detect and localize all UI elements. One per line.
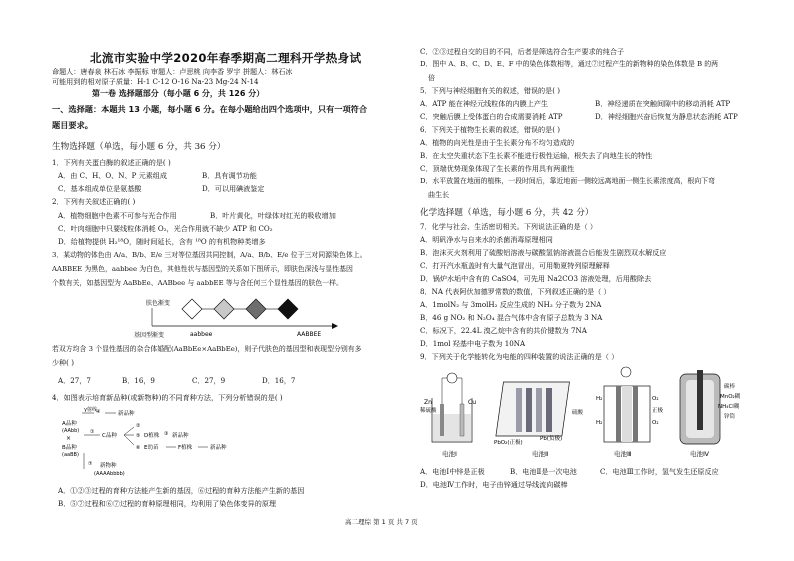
node-b-strain: B品种 — [62, 445, 77, 451]
q3-option-b: B．16，9 — [122, 376, 155, 385]
plate-2 — [526, 388, 532, 432]
battery-3-figure — [596, 367, 664, 458]
q3-line-3: 个数有关，如基因型为 AaBbEe、AABbee 与 aabbEE 等与含任何三个显性基因的肤色一样。 — [52, 279, 343, 287]
label-pbo2: PbO₂(正极) — [494, 440, 523, 446]
q7-option-a: A．明矾净水与自来水的杀菌消毒原理相同 — [420, 235, 553, 244]
chemistry-heading: 化学选择题（单选，每小题 6 分，共 42 分） — [420, 208, 594, 218]
q6-option-d-line-1: D．水平放置在地面的植株，一段时间后，靠近地面一侧较远离地面一侧生长素浓度高，根向下弯 — [420, 177, 715, 185]
step-2: ② — [136, 423, 141, 429]
new-variety-bottom: 新品种 — [210, 445, 227, 451]
q6-option-a: A．植物的向光性是由于生长素分布不均匀造成的 — [420, 138, 575, 147]
q7-option-c: C．打开汽水瓶盖时有大量气泡冒出，可用勒夏特列原理解释 — [420, 261, 610, 270]
q5-option-c: C．突触后膜上受体蛋白的合成需要消耗 ATP — [420, 112, 563, 121]
label-o2-right-2: O₂ — [652, 420, 659, 426]
label-nh4cl: NH₄Cl糊 — [718, 404, 740, 410]
label-battery-2: 电池Ⅱ — [532, 450, 549, 458]
node-d-plant: D植株 — [144, 433, 160, 439]
q3-option-d: D．16，7 — [262, 376, 296, 385]
diamond-light-grey — [214, 299, 234, 319]
q1-option-b: B．具有调节功能 — [202, 171, 257, 180]
plate-3 — [536, 388, 542, 432]
electrolyte — [433, 414, 471, 441]
q4-option-b: B．⑤⑦过程和⑥⑦过程的育种原理相同，均利用了染色体变异的原理 — [58, 499, 277, 508]
q4-option-a: A．①②③过程的育种方法能产生新的基因，⑥过程的育种方法能产生新的基因 — [58, 486, 305, 495]
q4-option-d-line-2: 倍 — [428, 73, 436, 82]
label-dilute-acid: 稀硫酸 — [420, 408, 437, 414]
skin-color-gradient-figure — [92, 293, 372, 343]
q7-option-d: D．锅炉水垢中含有的 CaSO4，可先用 Na2CO3 溶液处理，后用酸除去 — [420, 274, 652, 283]
q3-line-1: 3．某动物的体色由 A/a、B/b、E/e 三对等位基因共同控制，A/a、B/b、E/e 位于三对同源染色体上。 — [52, 251, 367, 259]
q4-option-d-line-1: D．图中 A、B、C、D、E、F 中的染色体数相等，通过⑦过程产生的新物种的染色体数是 B 的两 — [420, 60, 719, 68]
copper-plate — [460, 404, 464, 436]
arrow-c-up — [124, 427, 134, 435]
electrode-left — [616, 386, 621, 442]
q5-option-b: B．神经递质在突触间隙中的移动消耗 ATP — [595, 99, 731, 108]
node-a-genotype: (AAbb) — [62, 428, 80, 434]
q2-option-d: D．给植物提供 H₂¹⁸O，随时间延长，含有 ¹⁸O 的有机物种类增多 — [58, 237, 266, 246]
volume-heading: 第一卷 选择题部分（每小题 6 分，共 126 分） — [92, 89, 265, 98]
label-h2-left: H₂ — [596, 396, 603, 402]
q1-option-c: C．基本组成单位是氨基酸 — [58, 184, 142, 193]
instruction-line-2: 题目要求。 — [52, 120, 93, 130]
q4-option-c: C．②③过程自交的目的不同，后者是筛选符合生产要求的纯合子 — [420, 47, 625, 56]
q1-option-d: D．可以用碘液鉴定 — [202, 184, 265, 193]
label-battery-4: 电池Ⅳ — [690, 450, 709, 458]
arrow-c-down — [124, 435, 134, 445]
node-f-plant: F植株 — [178, 445, 193, 451]
diamond-white — [182, 299, 202, 319]
q6-option-b: B．在太空失重状态下生长素不能进行极性运输，根失去了向地生长的特性 — [420, 151, 653, 160]
step-7: ⑦ — [88, 461, 93, 467]
exam-title: 北流市实验中学2020年春季期高二理科开学热身试 — [90, 51, 362, 65]
step-6: ⑥ — [136, 445, 141, 451]
label-mno2: MnO₂糊 — [720, 394, 741, 400]
label-cu: Cu — [468, 399, 476, 406]
fig-label-genotype-gradient: 基因型渐变 — [134, 332, 165, 339]
q9-option-c: C．电池Ⅲ工作时，氢气发生还原反应 — [600, 467, 719, 476]
node-b-genotype: (aaBB) — [62, 452, 79, 458]
new-variety-top: 新品种 — [118, 411, 135, 417]
new-species: 新物种 — [100, 463, 117, 469]
new-species-genotype: (AAAAbbbb) — [94, 471, 125, 477]
bulb-icon — [447, 373, 457, 383]
q2-stem: 2．下列有关叙述正确的( ) — [52, 197, 136, 206]
instruction-line-1: 一、选择题：本题共 13 小题，每小题 6 分。在每小题给出四个选项中，只有一项符合 — [52, 104, 368, 114]
q9-option-b: B．电池Ⅱ是一次电池 — [510, 467, 577, 476]
label-h2-left-2: H₂ — [596, 420, 603, 426]
label-zn: Zn — [424, 399, 432, 406]
q8-option-b: B．46 g NO₂ 和 N₂O₄ 混合气体中含有原子总数为 3 NA — [420, 313, 603, 322]
battery-2-figure — [494, 382, 584, 458]
q9-option-d: D．电池Ⅳ工作时，电子由锌通过导线流向碳棒 — [420, 480, 568, 489]
step-4: ④ — [96, 409, 101, 415]
label-battery-1: 电池Ⅰ — [442, 450, 457, 458]
q3-line-4: 若双方均含 3 个显性基因的杂合体婚配(AaBbEe×AaBbEe)，则子代肤色的基因型和表现型分别有多 — [52, 345, 362, 353]
new-variety-mid: 新品种 — [172, 433, 189, 439]
q6-stem: 6．下列关于植物生长素的叙述，错误的是( ) — [420, 125, 560, 134]
q8-option-d: D．1mol 羟基中电子数为 10NA — [420, 339, 526, 348]
q8-stem: 8．NA 代表阿伏加德罗常数的数值，下列叙述正确的是（ ） — [420, 287, 611, 296]
fig-label-AABBEE: AABBEE — [297, 331, 322, 338]
plate-4 — [546, 388, 552, 432]
q8-option-a: A．1molN₂ 与 3molH₂ 反应生成的 NH₃ 分子数为 2NA — [420, 300, 602, 309]
q5-option-d: D．神经细胞兴奋后恢复为静息状态消耗 ATP — [595, 112, 738, 121]
battery-4-figure — [680, 370, 741, 458]
q6-option-c: C．顶端优势现象体现了生长素的作用具有两重性 — [420, 164, 575, 173]
node-a-strain: A品种 — [62, 421, 77, 427]
label-o2-right: O₂ — [652, 396, 659, 402]
label-battery-3: 电池Ⅲ — [614, 450, 632, 458]
plate-1 — [516, 388, 522, 432]
q2-option-c: C．叶肉细胞中只要线粒体消耗 O₂，光合作用就不缺少 ATP 和 CO₂ — [58, 224, 273, 233]
q8-option-c: C．标况下，22.4L 溴乙烷中含有的共价键数为 7NA — [420, 326, 587, 335]
fig-label-aabbee: aabbee — [190, 331, 213, 338]
lead-acid-case — [496, 382, 570, 436]
node-c-strain: C品种 — [102, 433, 117, 439]
q6-option-d-line-2: 曲生长 — [428, 190, 450, 199]
q9-option-a: A．电池Ⅰ中锌是正极 — [420, 467, 485, 476]
genotype-arrow-head — [332, 323, 338, 329]
q7-stem: 7．化学与社会、生活密切相关。下列说法正确的是（ ） — [420, 222, 598, 231]
q2-option-b: B．叶片黄化，叶绿体对红光的吸收增加 — [210, 211, 336, 220]
node-e-seedling: E幼苗 — [144, 445, 159, 451]
q3-line-2: AABBEE 为黑色，aabbee 为白色，其他性状与基因型的关系如下图所示，即肤色深浅与显性基因 — [52, 265, 353, 273]
diamond-dark-grey — [246, 299, 266, 319]
atomic-masses: 可能用到的相对原子质量：H-1 C-12 O-16 Na-23 Mg-24 N-14 — [52, 77, 259, 86]
label-carbon-rod: 碳棒 — [724, 384, 736, 390]
label-sulfuric-acid: 硫酸 — [572, 410, 584, 416]
carbon-rod — [697, 370, 703, 430]
page-footer: 高二理综 第 1 页 共 7 页 — [345, 518, 418, 526]
label-pb: Pb(负极) — [540, 436, 563, 442]
label-zinc-can: 锌筒 — [724, 414, 736, 420]
q3-option-c: C．27，9 — [192, 376, 226, 385]
biology-heading: 生物选择题（单选，每小题 6 分，共 36 分） — [52, 142, 226, 152]
step-1: ① — [90, 429, 95, 435]
q5-option-a: A．ATP 能在神经元线粒体的内膜上产生 — [420, 99, 549, 108]
step-3: ③ — [164, 431, 169, 437]
label-positive: 正极 — [652, 408, 664, 414]
zinc-plate — [440, 404, 444, 436]
breeding-methods-diagram — [60, 405, 280, 483]
label-radiation: γ射线 — [84, 407, 97, 413]
q1-stem: 1．下列有关蛋白酶的叙述正确的是( ) — [52, 158, 171, 167]
membrane — [622, 386, 632, 442]
diamond-black — [278, 299, 298, 319]
q3-line-5: 少种( ) — [52, 358, 74, 367]
cross-symbol: × — [66, 435, 72, 442]
battery-1-figure — [420, 373, 476, 458]
q4-stem: 4．如图表示培育新品种(或新物种)的不同育种方法，下列分析错误的是( ) — [52, 393, 283, 402]
q3-option-a: A．27，7 — [58, 376, 91, 385]
step-5: ⑤ — [136, 433, 141, 439]
bulb-icon — [621, 367, 631, 377]
authors-line: 命题人：唐春泉 林石冰 李振标 审题人：卢思桃 向李香 罗宇 拼题人：林石冰 — [52, 67, 293, 76]
q9-stem: 9．下列关于化学能转化为电能的四种装置的说法正确的是（ ） — [420, 352, 619, 361]
fig-label-color-gradient: 肤色渐变 — [146, 300, 171, 307]
q7-option-b: B．泡沫灭火剂利用了硫酸铝溶液与碳酸氢钠溶液混合后能发生剧烈双水解反应 — [420, 248, 667, 257]
q1-option-a: A．由 C、H、O、N、P 元素组成 — [58, 171, 167, 180]
q2-option-a: A．植物细胞中色素不可参与光合作用 — [58, 211, 177, 220]
battery-figures — [420, 364, 772, 464]
electrode-right — [633, 386, 638, 442]
q5-stem: 5．下列与神经细胞有关的叙述，错误的是( ) — [420, 86, 560, 95]
